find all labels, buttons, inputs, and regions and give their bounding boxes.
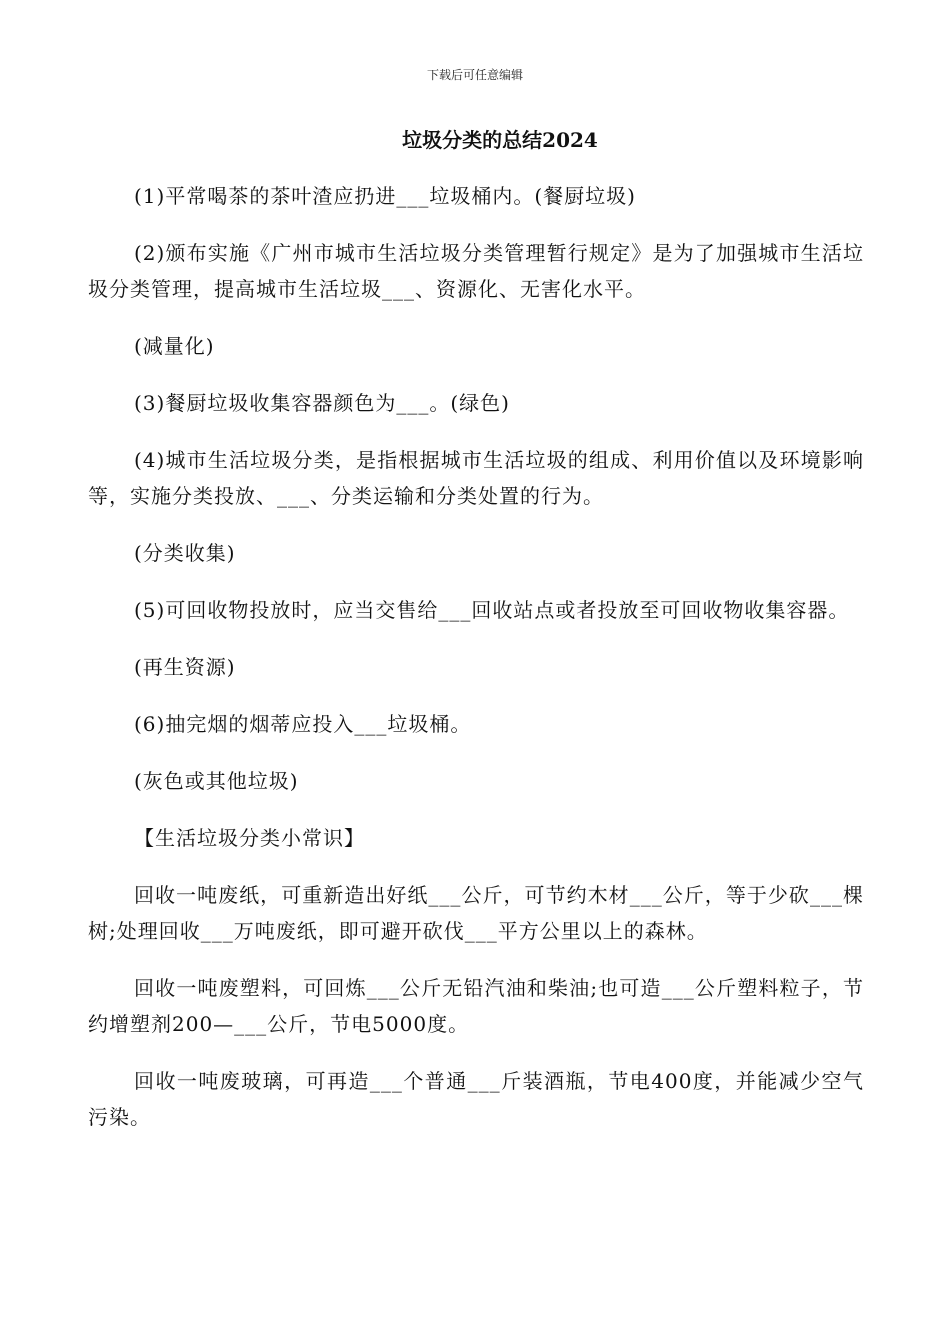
paragraph-1: (1)平常喝茶的茶叶渣应扔进___垃圾桶内。(餐厨垃圾) <box>134 184 636 208</box>
paragraph-7: (5)可回收物投放时，应当交售给___回收站点或者投放至可回收物收集容器。 <box>134 598 850 622</box>
section-heading: 【生活垃圾分类小常识】 <box>134 826 365 850</box>
document-title: 垃圾分类的总结2024 <box>402 128 598 152</box>
paragraph-6: (分类收集) <box>134 541 236 565</box>
paragraph-12: 回收一吨废纸，可重新造出好纸___公斤，可节约木材___公斤，等于少砍___棵树;处理回收___万吨废纸，即可避开砍伐___平方公里以上的森林。 <box>88 883 864 943</box>
paragraph-2: (2)颁布实施《广州市城市生活垃圾分类管理暂行规定》是为了加强城市生活垃圾分类管理，提高城市生活垃圾___、资源化、无害化水平。 <box>88 241 864 301</box>
paragraph-4: (3)餐厨垃圾收集容器颜色为___。(绿色) <box>134 391 510 415</box>
paragraph-14: 回收一吨废玻璃，可再造___个普通___斤装酒瓶，节电400度，并能减少空气污染。 <box>88 1069 864 1129</box>
paragraph-10: (灰色或其他垃圾) <box>134 769 299 793</box>
paragraph-8: (再生资源) <box>134 655 236 679</box>
paragraph-13: 回收一吨废塑料，可回炼___公斤无铅汽油和柴油;也可造___公斤塑料粒子，节约增塑剂200—___公斤，节电5000度。 <box>88 976 864 1036</box>
header-note: 下载后可任意编辑 <box>426 68 523 82</box>
paragraph-3: (减量化) <box>134 334 215 358</box>
document-body <box>88 178 864 1156</box>
paragraph-5: (4)城市生活垃圾分类，是指根据城市生活垃圾的组成、利用价值以及环境影响等，实施分类投放、___、分类运输和分类处置的行为。 <box>88 448 864 508</box>
paragraph-9: (6)抽完烟的烟蒂应投入___垃圾桶。 <box>134 712 472 736</box>
